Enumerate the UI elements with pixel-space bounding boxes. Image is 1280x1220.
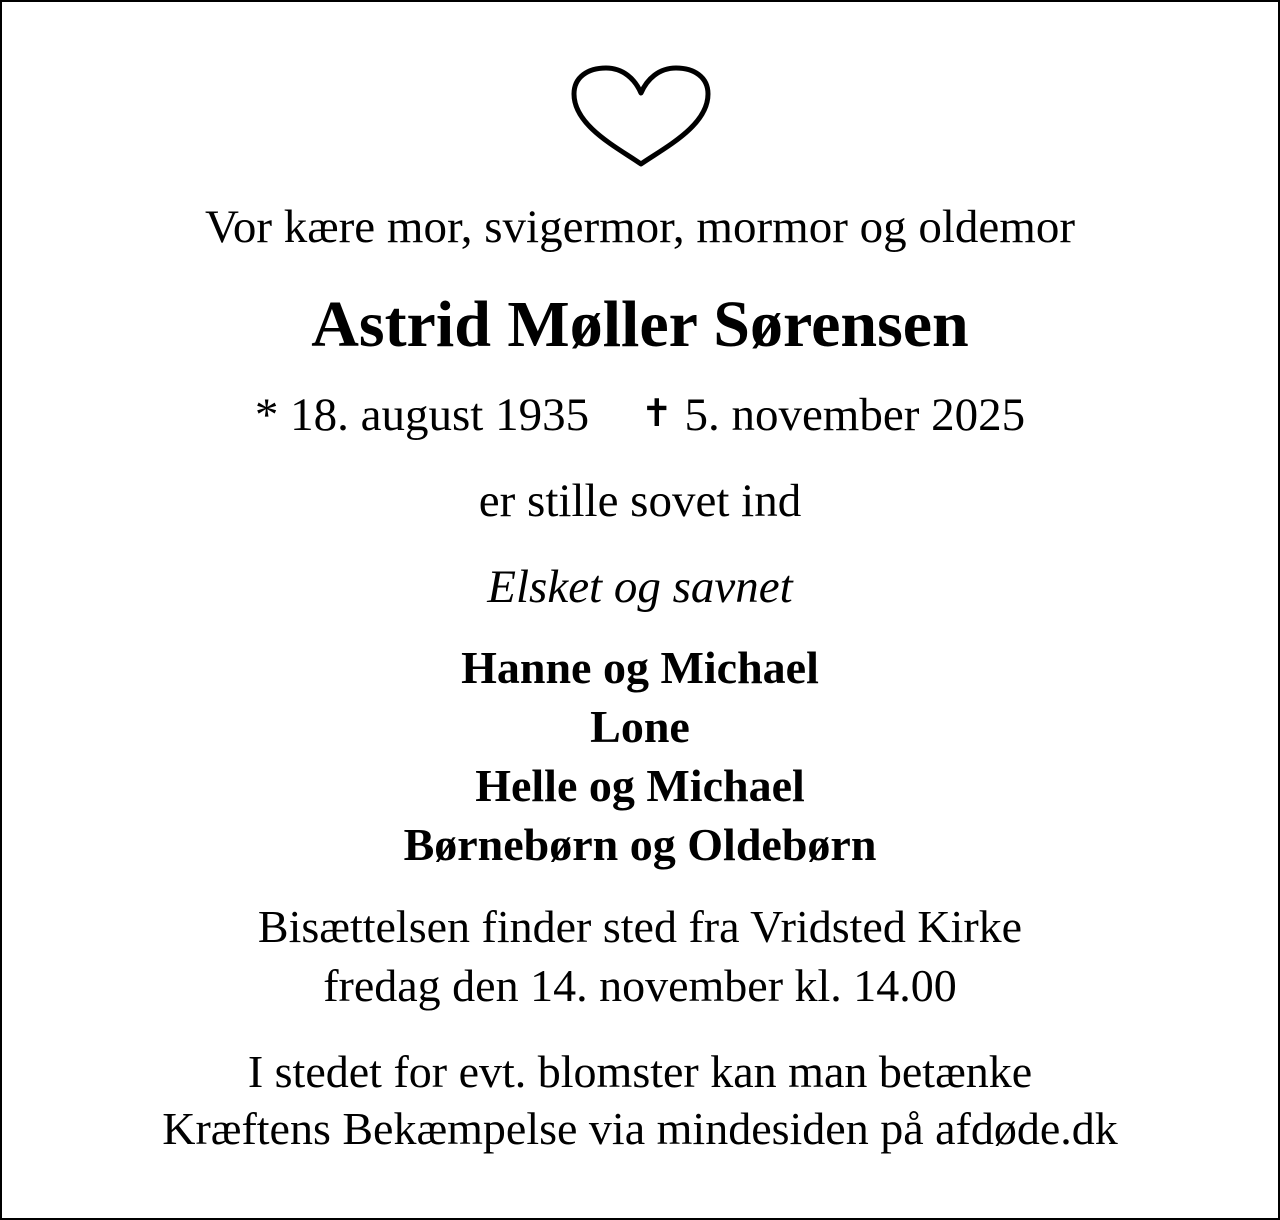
born-mark: * bbox=[254, 389, 279, 441]
status-text: er stille sovet ind bbox=[478, 475, 802, 527]
mourner-line: Helle og Michael bbox=[475, 760, 805, 811]
mourner-line: Børnebørn og Oldebørn bbox=[403, 819, 877, 870]
loved-text: Elsket og savnet bbox=[487, 561, 793, 613]
funeral-line: fredag den 14. november kl. 14.00 bbox=[323, 960, 957, 1011]
mourner-line: Hanne og Michael bbox=[461, 642, 819, 693]
intro-text: Vor kære mor, svigermor, mormor og oldemor bbox=[205, 201, 1075, 253]
memorial-line: Kræftens Bekæmpelse via mindesiden på afdøde.dk bbox=[162, 1103, 1118, 1154]
born-date: 18. august 1935 bbox=[290, 389, 590, 441]
died-date: 5. november 2025 bbox=[684, 389, 1026, 441]
funeral-line: Bisættelsen finder sted fra Vridsted Kirke bbox=[257, 901, 1023, 952]
life-dates bbox=[0, 389, 1280, 441]
cross-icon: ✝ bbox=[640, 391, 673, 435]
memorial-line: I stedet for evt. blomster kan man betænke bbox=[247, 1046, 1033, 1097]
deceased-name: Astrid Møller Sørensen bbox=[311, 288, 969, 361]
heart-icon bbox=[568, 64, 714, 168]
mourner-line: Lone bbox=[590, 701, 690, 752]
